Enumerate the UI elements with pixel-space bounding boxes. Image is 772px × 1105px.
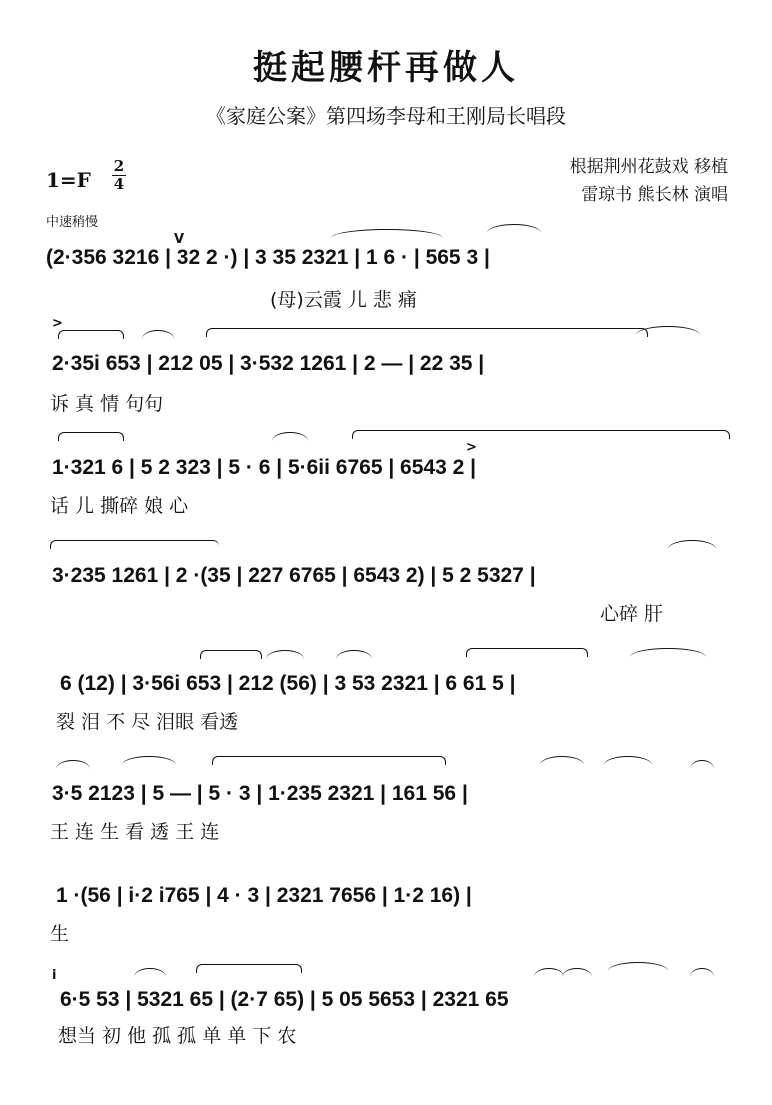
slur — [534, 968, 564, 977]
slur — [122, 756, 176, 765]
tie — [58, 330, 124, 339]
slur — [608, 962, 668, 971]
lyrics-row-7: 生 — [50, 923, 70, 945]
notation-row-1: (2·356 3216 | 32 2 ·) | 3 35 2321 | 1 6 · | 565 3 | — [46, 246, 490, 269]
slur — [668, 540, 716, 549]
notation-row-2: 2·35i 653 | 212 05 | 3·532 1261 | 2 — | 22 35 | — [52, 352, 485, 375]
notation-row-3: 1·321 6 | 5 2 323 | 5 · 6 | 5·6ii 6765 | 6543 2 | — [52, 456, 476, 479]
slur — [272, 432, 308, 441]
notation-row-7: 1 ·(56 | i·2 i765 | 4 · 3 | 2321 7656 | 1·2 16) | — [56, 884, 472, 907]
slur — [142, 330, 174, 339]
time-sig-bottom: 4 — [113, 175, 125, 193]
slur — [56, 760, 90, 769]
slur — [134, 968, 166, 977]
tie — [206, 328, 648, 337]
accent-mark: > — [466, 440, 477, 455]
slur — [562, 968, 592, 977]
tie — [466, 648, 588, 657]
tie — [200, 650, 262, 659]
slur — [266, 650, 304, 659]
breath-mark: V — [174, 232, 185, 247]
tie — [196, 964, 302, 973]
slur — [690, 760, 714, 769]
tie — [50, 540, 219, 549]
slur — [604, 756, 652, 765]
slur — [690, 968, 714, 977]
slur — [636, 326, 700, 335]
lyrics-row-6: 王 连 生 看 透 王 连 — [50, 821, 220, 843]
lyrics-row-2: 诉 真 情 句句 — [50, 393, 164, 415]
slur — [540, 756, 584, 765]
credit-adaptation: 根据荆州花鼓戏 移植 — [569, 157, 728, 177]
tie — [212, 756, 446, 765]
tie — [58, 432, 124, 441]
lyrics-row-5: 裂 泪 不 尽 泪眼 看透 — [56, 711, 239, 733]
lyrics-row-1: (母)云霞 儿 悲 痛 — [270, 289, 417, 311]
lyrics-row-8: 想当 初 他 孤 孤 单 单 下 农 — [58, 1025, 297, 1047]
grace-note: i — [52, 968, 57, 983]
notation-row-8: 6·5 53 | 5321 65 | (2·7 65) | 5 05 5653 | 2321 65 — [60, 988, 509, 1011]
notation-row-4: 3·235 1261 | 2 ·(35 | 227 6765 | 6543 2) | 5 2 5327 | — [52, 564, 536, 587]
tempo-marking: 中速稍慢 — [46, 215, 99, 230]
key-signature: 1=F — [46, 168, 91, 192]
slur — [336, 650, 372, 659]
credit-performers: 雷琼书 熊长林 演唱 — [581, 185, 728, 205]
song-subtitle: 《家庭公案》第四场李母和王刚局长唱段 — [206, 104, 566, 128]
accent-mark: > — [52, 316, 63, 331]
lyrics-row-3: 话 儿 撕碎 娘 心 — [50, 495, 189, 517]
lyrics-row-4: 心碎 肝 — [600, 603, 664, 625]
notation-row-5: 6 (12) | 3·56i 653 | 212 (56) | 3 53 2321 | 6 61 5 | — [60, 672, 516, 695]
tie — [352, 430, 730, 439]
slur — [630, 648, 706, 657]
time-signature — [111, 158, 127, 193]
notation-row-6: 3·5 2123 | 5 — | 5 · 3 | 1·235 2321 | 161 56 | — [52, 782, 468, 805]
time-sig-top: 2 — [113, 157, 125, 175]
slur — [487, 224, 541, 233]
slur — [331, 229, 443, 238]
song-title: 挺起腰杆再做人 — [253, 48, 519, 88]
